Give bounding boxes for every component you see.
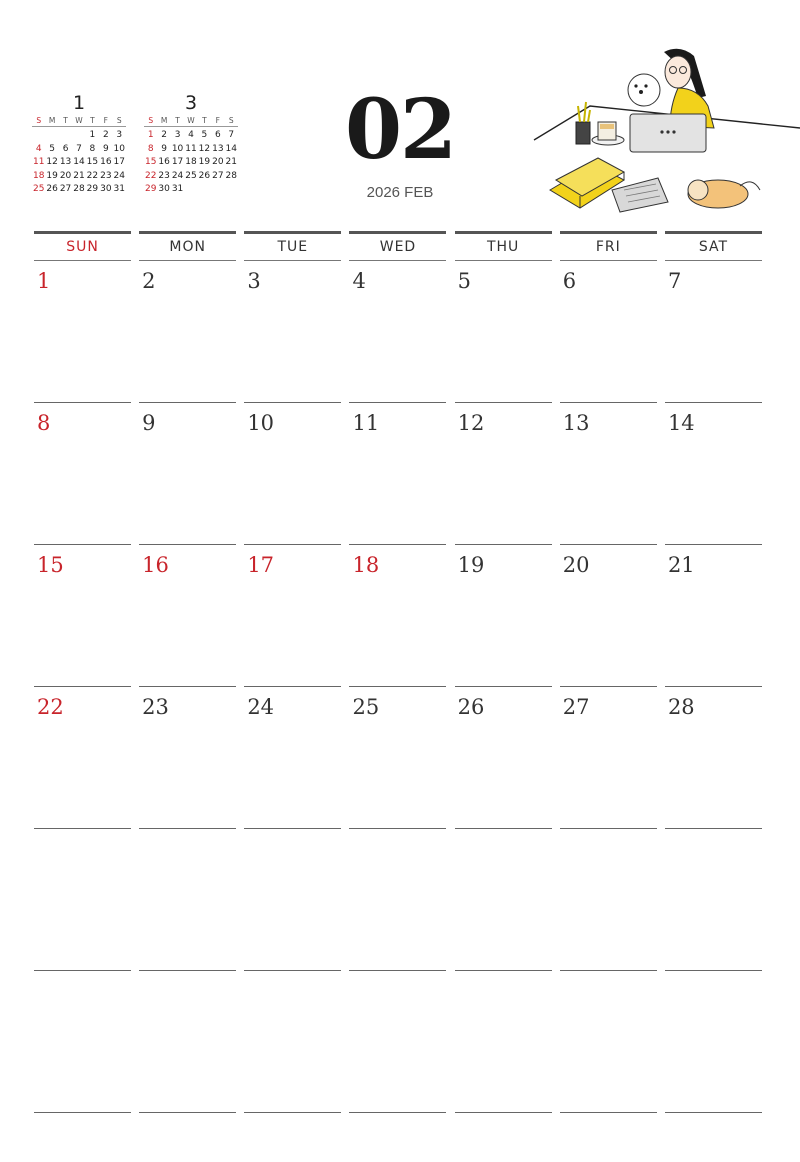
mini-day: 13 xyxy=(212,143,224,154)
mini-day: 12 xyxy=(46,157,58,167)
mini-day: 23 xyxy=(158,170,170,181)
day-cell[interactable] xyxy=(34,829,131,971)
day-number: 8 xyxy=(37,411,51,435)
mini-day: 24 xyxy=(113,170,125,181)
mini-day: 22 xyxy=(144,170,157,181)
day-number: 3 xyxy=(247,269,261,293)
mini-calendar-march xyxy=(144,92,238,197)
mini-day xyxy=(45,129,58,143)
mini-calendar-title: 1 xyxy=(72,92,86,114)
mini-day xyxy=(211,183,224,197)
weekday-thu: THU xyxy=(455,231,552,261)
day-cell[interactable] xyxy=(560,545,657,687)
mini-weekday-label: F xyxy=(215,116,220,125)
mini-day: 30 xyxy=(100,184,112,194)
mini-weekday-label: W xyxy=(187,116,195,125)
mini-day: 13 xyxy=(59,157,72,167)
mini-day: 31 xyxy=(171,184,184,194)
mini-day: 2 xyxy=(102,130,109,140)
day-number: 25 xyxy=(352,695,380,719)
mini-day: 24 xyxy=(171,170,184,181)
mini-calendar-weekdays xyxy=(144,116,238,127)
mini-day: 15 xyxy=(86,157,99,167)
mini-day xyxy=(72,129,85,143)
weekday-fri: FRI xyxy=(560,231,657,261)
day-cell[interactable] xyxy=(34,545,131,687)
weekday-tue: TUE xyxy=(244,231,341,261)
mini-day: 7 xyxy=(228,130,235,140)
mini-day: 5 xyxy=(49,143,55,154)
day-cell[interactable] xyxy=(244,261,341,403)
mini-day: 1 xyxy=(147,130,154,140)
day-cell[interactable] xyxy=(349,687,446,829)
day-number: 7 xyxy=(667,269,682,293)
day-cell[interactable] xyxy=(349,829,446,971)
day-cell[interactable] xyxy=(349,545,446,687)
day-number: 5 xyxy=(457,269,471,293)
mini-day: 2 xyxy=(161,130,167,140)
mini-day: 8 xyxy=(89,143,96,154)
day-cell[interactable] xyxy=(34,261,131,403)
mini-calendar-title: 3 xyxy=(184,92,198,114)
mini-day: 20 xyxy=(212,157,224,167)
cell-divider xyxy=(455,1112,552,1113)
mini-day: 18 xyxy=(32,170,45,181)
day-number: 17 xyxy=(247,553,275,577)
week-row xyxy=(34,403,762,545)
day-cell[interactable] xyxy=(560,403,657,545)
day-cell[interactable] xyxy=(455,829,552,971)
cell-divider xyxy=(34,1112,131,1113)
day-cell[interactable] xyxy=(455,971,552,1113)
day-number: 23 xyxy=(142,695,169,719)
mini-calendar-weekdays xyxy=(32,116,126,127)
day-cell[interactable] xyxy=(244,971,341,1113)
mini-calendar-january xyxy=(32,92,126,197)
weekday-mon: MON xyxy=(139,231,236,261)
mini-week-row xyxy=(32,143,126,157)
day-number: 6 xyxy=(562,269,577,293)
day-cell[interactable] xyxy=(139,403,236,545)
mini-day xyxy=(59,129,72,143)
mini-day: 14 xyxy=(73,157,85,167)
mini-day: 17 xyxy=(171,157,184,167)
day-cell[interactable] xyxy=(244,687,341,829)
mini-weekday-label: W xyxy=(75,116,83,125)
mini-weekday-label: F xyxy=(103,116,108,125)
day-cell[interactable] xyxy=(349,261,446,403)
day-number: 1 xyxy=(37,269,51,293)
day-cell[interactable] xyxy=(349,971,446,1113)
day-cell[interactable] xyxy=(139,687,236,829)
mini-week-row xyxy=(32,129,126,143)
mini-day: 5 xyxy=(201,130,208,140)
mini-day xyxy=(225,183,238,197)
day-number: 11 xyxy=(352,411,380,435)
cell-divider xyxy=(244,1112,341,1113)
day-cell[interactable] xyxy=(455,403,552,545)
day-number: 20 xyxy=(562,553,590,577)
cell-divider xyxy=(560,1112,657,1113)
week-row xyxy=(34,261,762,403)
mini-day: 3 xyxy=(174,130,181,140)
mini-day: 28 xyxy=(73,184,85,194)
day-cell[interactable] xyxy=(665,545,762,687)
mini-day: 11 xyxy=(185,143,197,154)
mini-day: 19 xyxy=(198,157,211,167)
day-cell[interactable] xyxy=(560,829,657,971)
mini-day: 10 xyxy=(113,143,125,154)
mini-day xyxy=(184,183,197,197)
week-row xyxy=(34,687,762,829)
day-cell[interactable] xyxy=(139,971,236,1113)
mini-day: 28 xyxy=(225,170,237,181)
mini-day: 4 xyxy=(35,143,42,154)
weekday-wed: WED xyxy=(349,231,446,261)
weekday-sat: SAT xyxy=(665,231,762,261)
mini-weekday-label: S xyxy=(228,116,234,125)
mini-day: 19 xyxy=(46,170,58,181)
mini-weekday-label: T xyxy=(63,116,68,125)
mini-day: 9 xyxy=(161,143,167,154)
weekday-sun: SUN xyxy=(34,231,131,261)
day-cell[interactable] xyxy=(34,971,131,1113)
day-cell[interactable] xyxy=(455,687,552,829)
mini-day: 25 xyxy=(32,184,45,194)
mini-day: 26 xyxy=(198,170,211,181)
cell-divider xyxy=(665,1112,762,1113)
week-row xyxy=(34,971,762,1113)
day-number: 16 xyxy=(142,553,169,577)
mini-day xyxy=(198,183,211,197)
mini-day: 12 xyxy=(198,143,211,154)
day-cell[interactable] xyxy=(455,545,552,687)
day-number: 24 xyxy=(247,695,275,719)
mini-weekday-label: T xyxy=(90,116,95,125)
day-cell[interactable] xyxy=(139,829,236,971)
day-cell[interactable] xyxy=(560,261,657,403)
mini-weekday-label: S xyxy=(116,116,122,125)
mini-week-row xyxy=(144,129,238,143)
day-cell[interactable] xyxy=(34,403,131,545)
mini-calendar-days xyxy=(144,129,238,197)
mini-day: 30 xyxy=(158,184,170,194)
day-cell[interactable] xyxy=(560,687,657,829)
day-cell[interactable] xyxy=(665,261,762,403)
mini-week-row xyxy=(144,156,238,170)
mini-weekday-label: T xyxy=(202,116,207,125)
week-row xyxy=(34,829,762,971)
mini-weekday-label: M xyxy=(160,116,168,125)
mini-day: 26 xyxy=(46,184,58,194)
cell-divider xyxy=(139,1112,236,1113)
day-number: 2 xyxy=(142,269,156,293)
month-grid xyxy=(34,231,762,1113)
mini-day: 16 xyxy=(158,157,170,167)
day-cell[interactable] xyxy=(139,545,236,687)
day-cell[interactable] xyxy=(244,403,341,545)
day-cell[interactable] xyxy=(455,261,552,403)
day-number: 15 xyxy=(37,553,64,577)
mini-day: 20 xyxy=(59,170,72,181)
mini-week-row xyxy=(32,156,126,170)
mini-day: 22 xyxy=(86,170,99,181)
day-number: 22 xyxy=(37,695,64,719)
month-number: 02 xyxy=(344,82,456,178)
mini-day: 3 xyxy=(116,130,123,140)
mini-calendar-days xyxy=(32,129,126,197)
mini-week-row xyxy=(144,143,238,157)
day-number: 13 xyxy=(562,411,590,435)
day-number: 4 xyxy=(352,269,366,293)
mini-day: 6 xyxy=(214,130,221,140)
day-cell[interactable] xyxy=(34,687,131,829)
mini-weekday-label: S xyxy=(36,116,42,125)
mini-week-row xyxy=(144,170,238,184)
day-number: 19 xyxy=(457,553,485,577)
mini-day: 7 xyxy=(76,143,82,154)
mini-weekday-label: T xyxy=(175,116,180,125)
month-subtitle: 2026 FEB xyxy=(366,184,434,201)
day-cell[interactable] xyxy=(665,403,762,545)
mini-week-row xyxy=(32,170,126,184)
day-cell[interactable] xyxy=(244,545,341,687)
mini-week-row xyxy=(144,183,238,197)
mini-day: 8 xyxy=(147,143,154,154)
day-cell[interactable] xyxy=(665,829,762,971)
mini-day: 18 xyxy=(185,157,197,167)
day-number: 14 xyxy=(667,411,695,435)
mini-day: 10 xyxy=(171,143,184,154)
mini-day xyxy=(32,129,45,143)
mini-day: 21 xyxy=(73,170,85,181)
mini-day: 17 xyxy=(113,157,125,167)
week-row xyxy=(34,545,762,687)
mini-day: 4 xyxy=(188,130,194,140)
mini-day: 29 xyxy=(144,184,157,194)
mini-day: 14 xyxy=(225,143,237,154)
mini-day: 15 xyxy=(144,157,157,167)
day-number: 21 xyxy=(667,553,695,577)
day-cell[interactable] xyxy=(665,687,762,829)
day-cell[interactable] xyxy=(244,829,341,971)
mini-day: 1 xyxy=(89,130,96,140)
mini-day: 31 xyxy=(113,184,125,194)
day-number: 10 xyxy=(247,411,275,435)
mini-day: 21 xyxy=(225,157,237,167)
cell-divider xyxy=(349,1112,446,1113)
day-cell[interactable] xyxy=(139,261,236,403)
day-number: 26 xyxy=(457,695,485,719)
mini-day: 25 xyxy=(185,170,197,181)
day-cell[interactable] xyxy=(665,971,762,1113)
mini-day: 6 xyxy=(62,143,69,154)
illustration xyxy=(528,40,800,220)
day-number: 12 xyxy=(457,411,485,435)
mini-day: 11 xyxy=(32,157,45,167)
day-number: 28 xyxy=(667,695,695,719)
day-cell[interactable] xyxy=(349,403,446,545)
mini-day: 27 xyxy=(212,170,224,181)
mini-day: 16 xyxy=(100,157,112,167)
week-rows xyxy=(34,261,762,1113)
mini-day: 29 xyxy=(86,184,99,194)
day-cell[interactable] xyxy=(560,971,657,1113)
mini-day: 9 xyxy=(102,143,109,154)
mini-week-row xyxy=(32,183,126,197)
mini-weekday-label: M xyxy=(48,116,56,125)
mini-day: 27 xyxy=(59,184,72,194)
day-number: 18 xyxy=(352,553,380,577)
day-number: 9 xyxy=(142,411,156,435)
day-number: 27 xyxy=(562,695,590,719)
mini-day: 23 xyxy=(100,170,112,181)
mini-weekday-label: S xyxy=(148,116,154,125)
weekday-header xyxy=(34,231,762,261)
